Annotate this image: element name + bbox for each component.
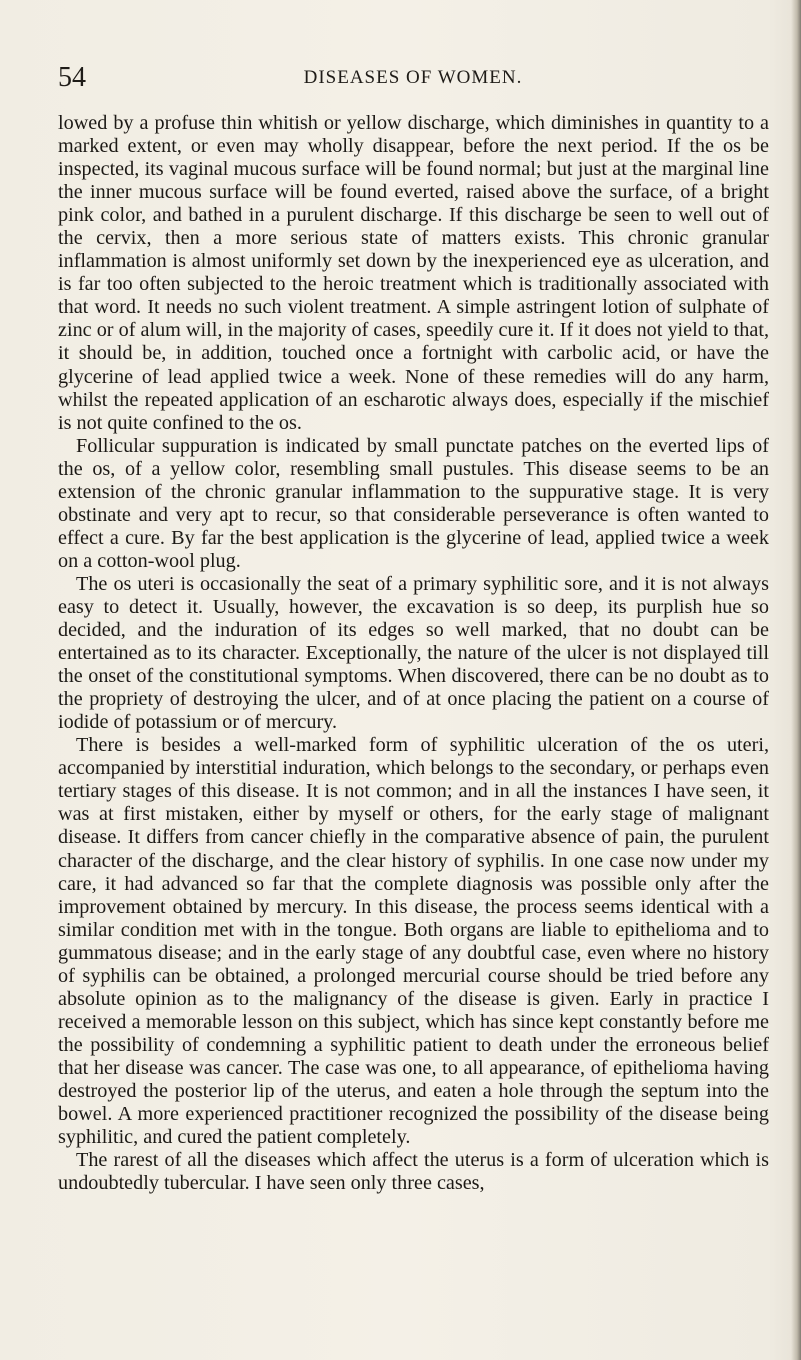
paragraph: lowed by a profuse thin whitish or yellow discharge, which diminishes in quantity to a marked extent, or even may wholly disappear, before the next period. If the os be inspected, its vaginal mucous surface will be found normal; but just at the marginal line the inner mucous surface will be found everted, raised above the surface, of a bright pink color, and bathed in a purulent discharge. If this discharge be seen to well out of the cervix, then a more serious state of matters exists. This chronic granular inflammation is almost uniformly set down by the inexperienced eye as ulceration, and is far too often subjected to the heroic treatment which is traditionally associated with that word. It needs no such violent treatment. A simple astringent lotion of sulphate of zinc or of alum will, in the majority of cases, speedily cure it. If it does not yield to that, it should be, in addition, touched once a fortnight with carbolic acid, or have the glycerine of lead applied twice a week. None of these remedies will do any harm, whilst the repeated application of an escharotic always does, especially if the mischief is not quite confined to the os.: [58, 112, 769, 434]
paragraph: The os uteri is occasionally the seat of a primary syphilitic sore, and it is not always easy to detect it. Usually, however, the excavation is so deep, its purplish hue so decided, and the induration of its edges so well marked, that no doubt can be entertained as to its character. Exceptionally, the nature of the ulcer is not displayed till the onset of the constitutional symptoms. When discovered, there can be no doubt as to the propriety of destroying the ulcer, and of at once placing the patient on a course of iodide of potassium or of mercury.: [58, 572, 769, 734]
paragraph: Follicular suppuration is indicated by small punctate patches on the everted lips of the os, of a yellow color, resembling small pustules. This disease seems to be an extension of the chronic granular inflammation to the suppurative stage. It is very obstinate and very apt to recur, so that considerable perseverance is often wanted to effect a cure. By far the best application is the glycerine of lead, applied twice a week on a cotton-wool plug.: [58, 434, 769, 572]
page-header: [58, 58, 768, 98]
paragraph: There is besides a well-marked form of syphilitic ulceration of the os uteri, accompanied by interstitial induration, which belongs to the secondary, or perhaps even tertiary stages of this disease. It is not common; and in all the instances I have seen, it was at first mistaken, either by myself or others, for the early stage of malignant disease. It differs from cancer chiefly in the comparative absence of pain, the purulent character of the discharge, and the clear history of syphilis. In one case now under my care, it had advanced so far that the complete diagnosis was possible only after the improvement obtained by mercury. In this disease, the process seems identical with a similar condition met with in the tongue. Both organs are liable to epithelioma and to gummatous disease; and in the early stage of any doubtful case, even where no history of syphilis can be obtained, a prolonged mercurial course should be tried before any absolute opinion as to the malignancy of the disease is given. Early in practice I received a memorable lesson on this subject, which has since kept constantly before me the possibility of condemning a syphilitic patient to death under the erroneous belief that her disease was cancer. The case was one, to all appearance, of epithelioma having destroyed the posterior lip of the uterus, and eaten a hole through the septum into the bowel. A more experienced practitioner recognized the possibility of the disease being syphilitic, and cured the patient completely.: [58, 734, 769, 1149]
paragraph: The rarest of all the diseases which affect the uterus is a form of ulceration which is undoubtedly tubercular. I have seen only three cases,: [58, 1149, 769, 1195]
running-title: DISEASES OF WOMEN.: [303, 67, 523, 88]
body-text: [58, 112, 769, 1195]
page-edge-shadow: [791, 0, 801, 1360]
page-number: 54: [58, 62, 86, 93]
